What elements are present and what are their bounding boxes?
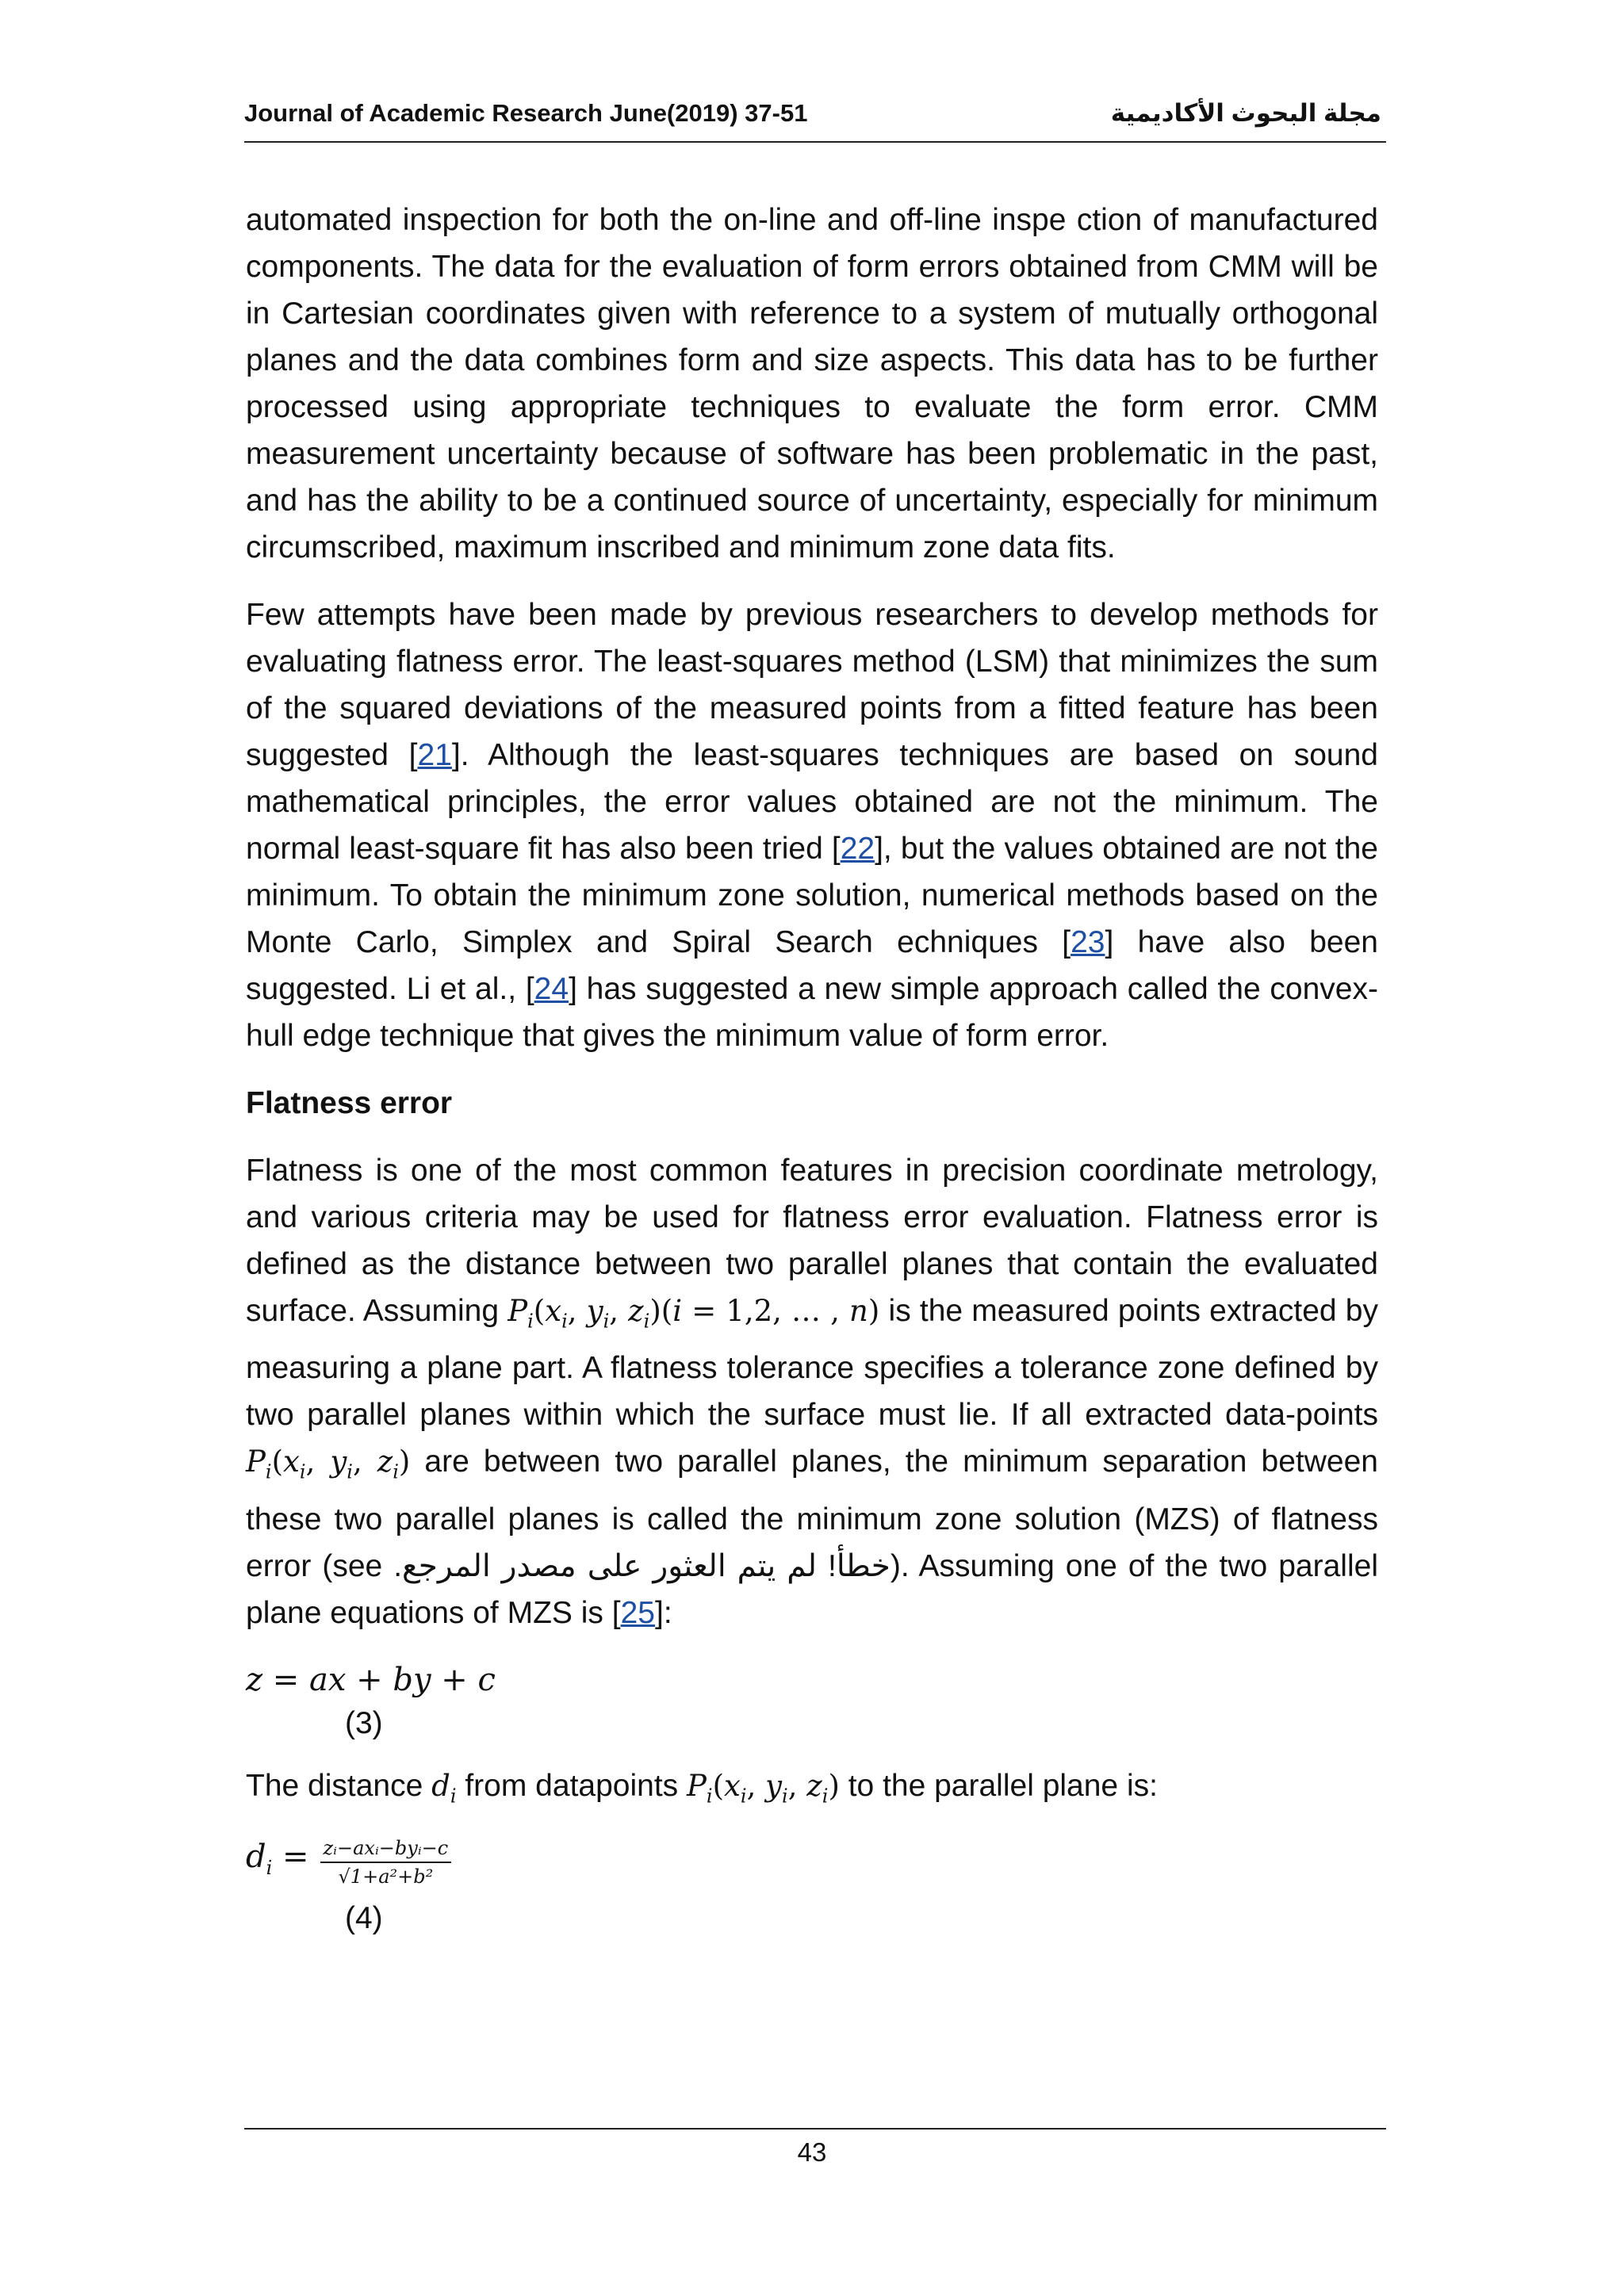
text-run: is the measured points extracted by measuring a plane part. A flatness tolerance specifies a tolerance zone defined by two parallel planes within which the surface must lie. If all extracted data-points xyxy=(246,1294,1378,1433)
text-run: are between two parallel planes, the minimum separation between these two parallel planes is called the minimum zone solution (MZS) of flatness error (see xyxy=(246,1445,1378,1583)
broken-reference-arabic: خطأ! لم يتم العثور على مصدر المرجع. xyxy=(393,1548,891,1583)
text-run: ] has suggested a new simple approach called the convex-hull edge technique that gives the minimum value of form error. xyxy=(246,972,1378,1053)
text-run: ). Assuming one of the two parallel plane equations of MZS is [ xyxy=(246,1548,1378,1630)
equation-4-number: (4) xyxy=(345,1901,383,1936)
paragraph-flatness xyxy=(246,1147,1378,1636)
text-run: to the parallel plane is: xyxy=(839,1768,1158,1803)
equation-3: z = ax + by + c xyxy=(246,1661,496,1698)
text-run: ] have also been suggested. Li et al., [ xyxy=(246,925,1378,1006)
equation-4-numerator: zᵢ−axᵢ−byᵢ−c xyxy=(320,1836,452,1863)
citation-link-24[interactable]: 24 xyxy=(534,972,569,1006)
paragraph-distance xyxy=(246,1762,1378,1820)
footer-divider xyxy=(244,2128,1386,2130)
text-run: The distance xyxy=(246,1768,432,1803)
math-point: $P_i(x_i$, $y_i$, $z_i$) xyxy=(246,1445,411,1483)
equation-4 xyxy=(246,1826,1378,1899)
math-distance: $d_i$ xyxy=(431,1768,457,1808)
text-run: Flatness is one of the most common features in precision coordinate metrology, and various criteria may be used for flatness error evaluation. Flatness error is defined as the distance between two parallel planes that contain the evaluated surface. Assuming xyxy=(246,1154,1378,1328)
paragraph-cmm: automated inspection for both the on-line and off-line inspe ction of manufactured components. The data for the evaluation of form errors obtained from CMM will be in Cartesian coordinates given with reference to a system of mutually orthogonal planes and the data combines form and size aspects. This data has to be further processed using appropriate techniques to evaluate the form error. CMM measurement uncertainty because of software has been problematic in the past, and has the ability to be a continued source of uncertainty, especially for minimum circumscribed, maximum inscribed and minimum zone data fits. xyxy=(246,203,1378,564)
page-number: 43 xyxy=(797,2137,827,2167)
citation-link-23[interactable]: 23 xyxy=(1071,925,1105,959)
citation-link-25[interactable]: 25 xyxy=(620,1595,655,1630)
equation-4-lhs: $d_i$ = xyxy=(246,1838,309,1879)
text-run: ]: xyxy=(654,1595,672,1630)
page-body xyxy=(246,197,1378,1957)
equation-4-fraction xyxy=(320,1836,452,1888)
text-run: Few attempts have been made by previous researchers to develop methods for evaluating flatness error. The least-squares method (LSM) that minimizes the sum of the squared deviations of the measured points from a fitted feature has been suggested [ xyxy=(246,598,1378,772)
section-heading: Flatness error xyxy=(246,1086,453,1120)
math-point: $P_i(x_i$, $y_i$, $z_i$) xyxy=(687,1768,840,1808)
math-point-definition: $P_i(x_i$, $y_i$, $z_i)(i = 1,2$, … , n) xyxy=(508,1294,880,1333)
text-run: from datapoints xyxy=(456,1768,687,1803)
text-run: ], but the values obtained are not the minimum. To obtain the minimum zone solution, numerical methods based on the Monte Carlo, Simplex and Spiral Search echniques [ xyxy=(246,832,1378,959)
page-header xyxy=(244,94,1386,143)
text-run: ]. Although the least-squares techniques are based on sound mathematical principles, the error values obtained are not the minimum. The normal least-square fit has also been tried [ xyxy=(246,738,1378,866)
journal-title: Journal of Academic Research June(2019) 37-51 xyxy=(244,99,808,127)
citation-link-21[interactable]: 21 xyxy=(417,738,452,772)
citation-link-22[interactable]: 22 xyxy=(840,832,875,866)
equation-3-number: (3) xyxy=(345,1705,383,1740)
equation-4-denominator: √1+a²+b² xyxy=(338,1866,434,1888)
paragraph-previous-methods xyxy=(246,591,1378,1059)
journal-title-arabic: مجلة البحوث الأكاديمية xyxy=(1110,99,1381,127)
